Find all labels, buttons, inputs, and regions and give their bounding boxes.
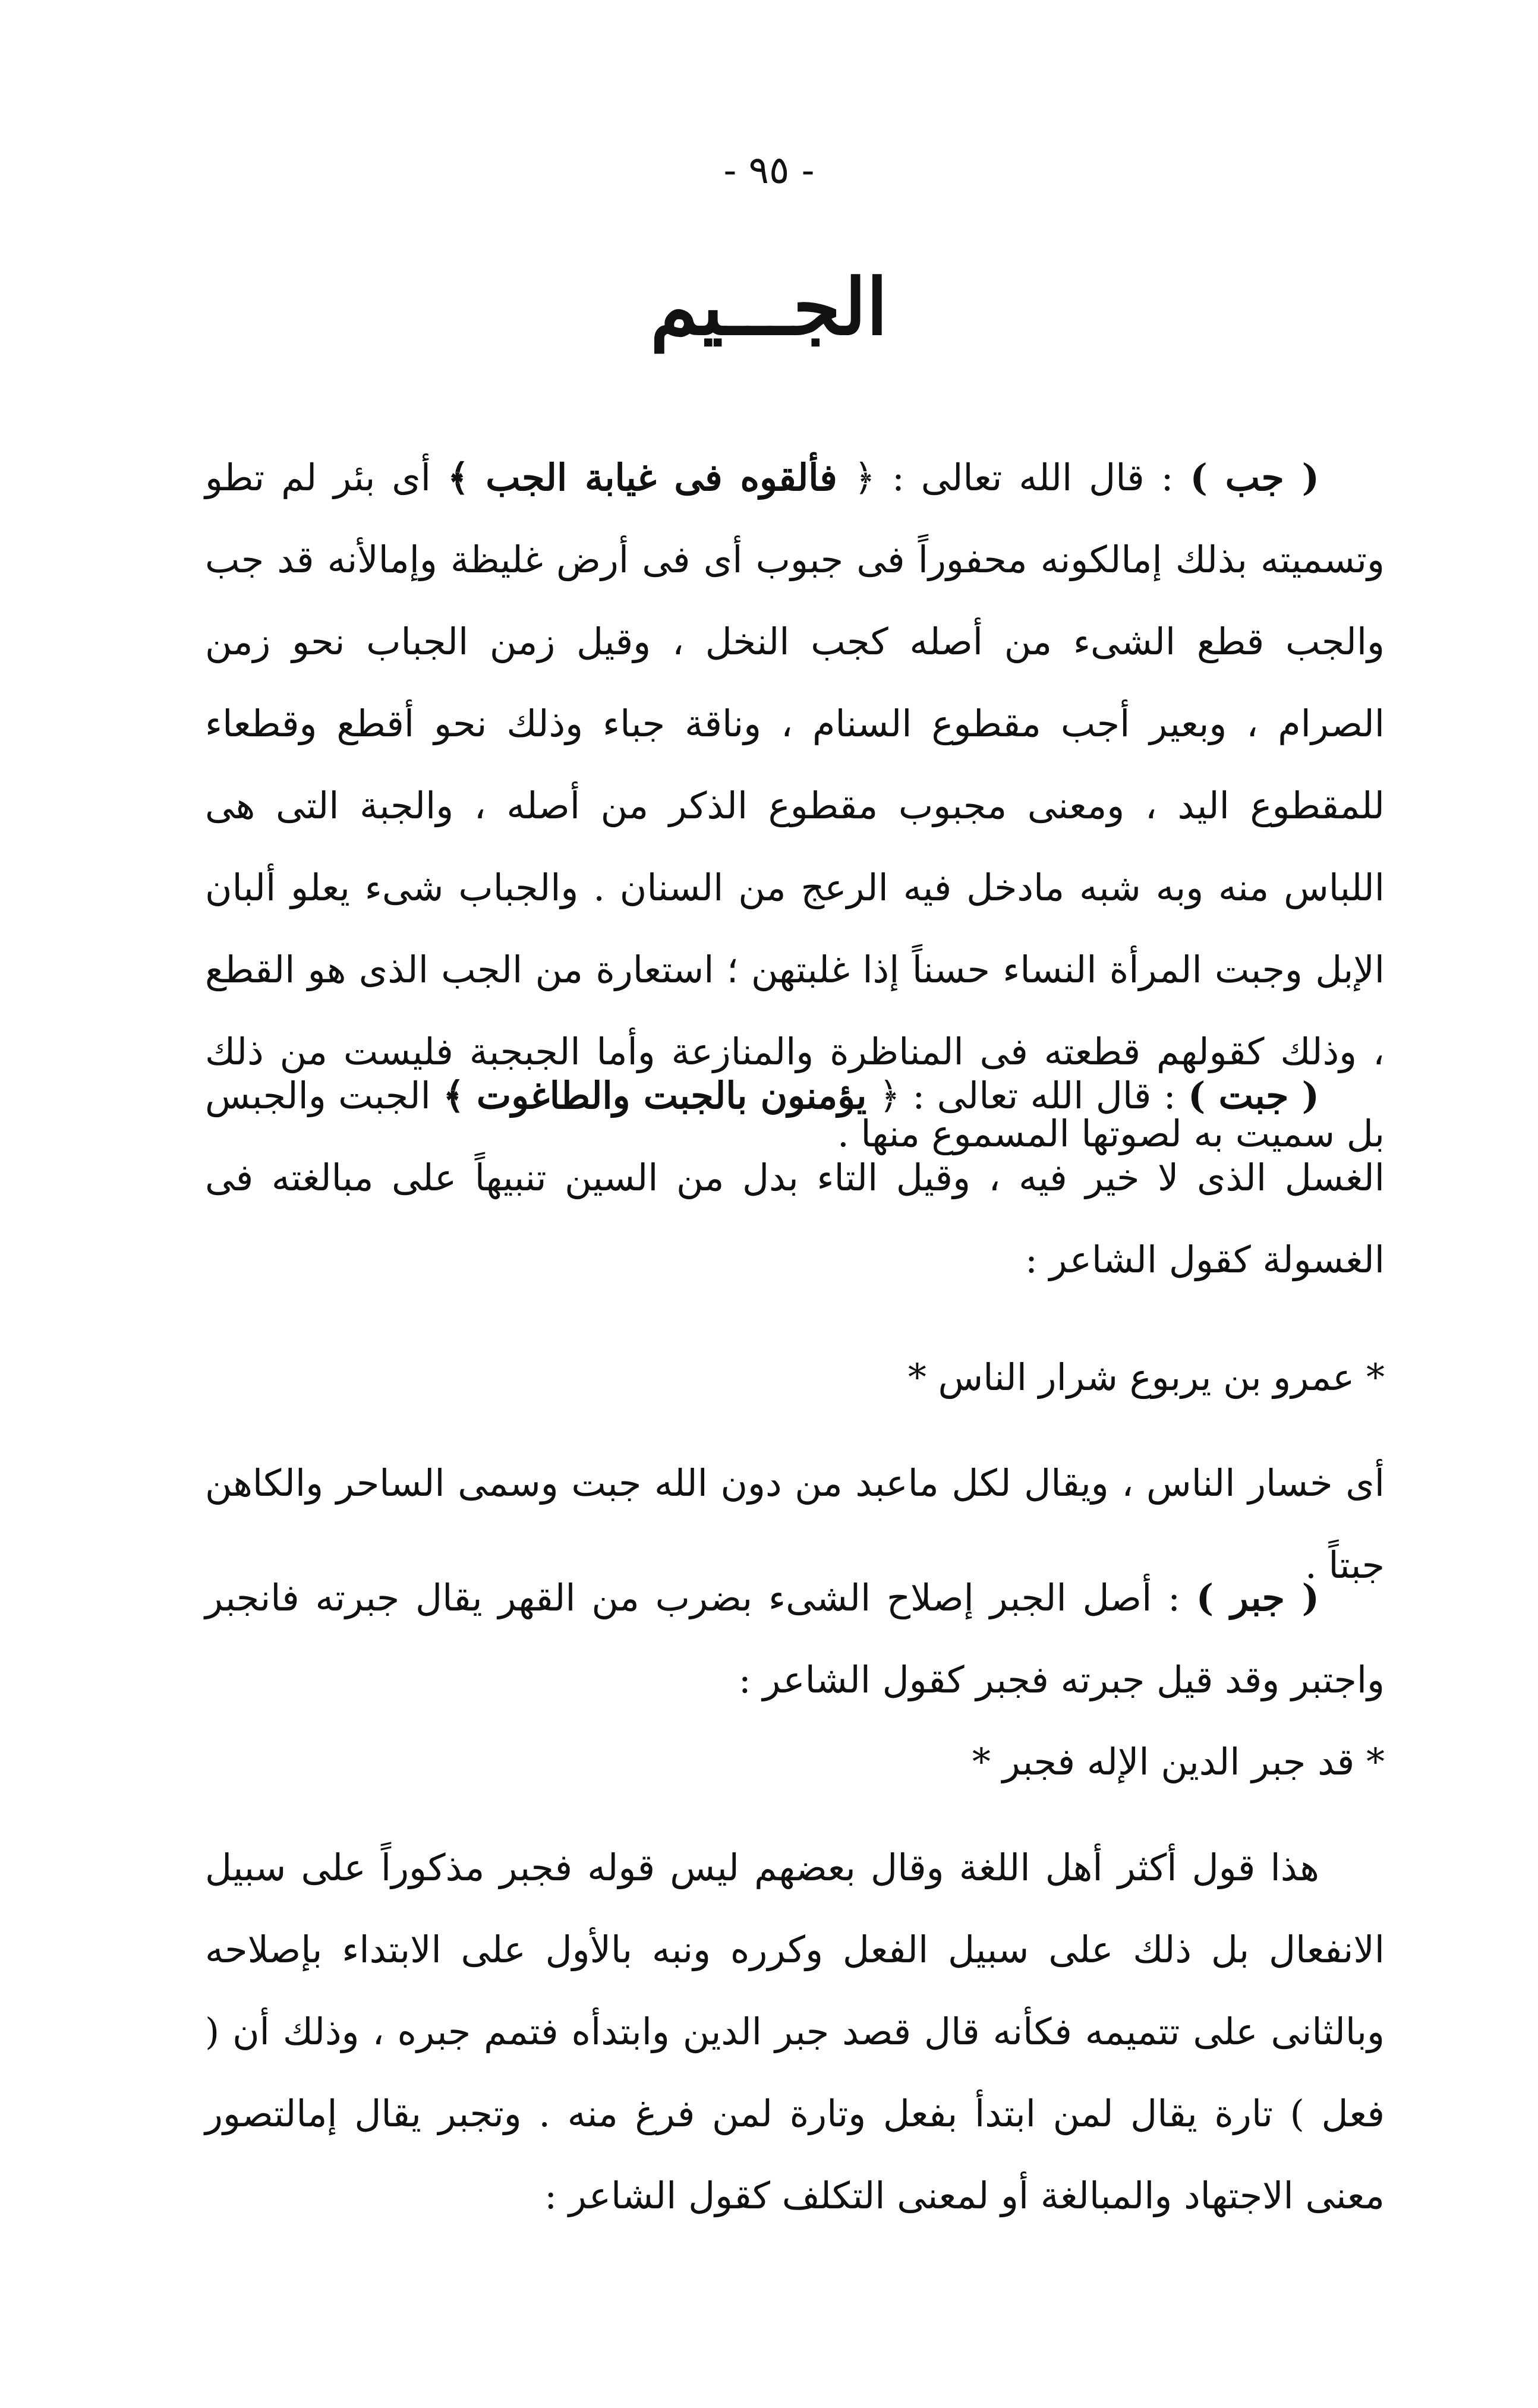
entry-paragraph <box>205 1557 1385 1721</box>
entry-continuation: أى خسار الناس ، ويقال لكل ماعبد من دون الله جبت وسمى الساحر والكاهن جبتاً . <box>205 1461 1385 1587</box>
entry-jabr <box>205 1557 1385 2237</box>
quote-close: ﴾ <box>443 1074 465 1117</box>
quran-quote: يؤمنون بالجبت والطاغوت <box>476 1074 867 1117</box>
entry-continuation: هذا قول أكثر أهل اللغة وقال بعضهم ليس قوله فجبر مذكوراً على سبيل الانفعال بل ذلك على سبيل الفعل وكرره ونبه بالأول على الابتداء بإصلاحه وبالثانى على تتميمه فكأنه قال قصد جبر الدين وابتدأه فتمم جبره ، وذلك أن ( فعل ) تارة يقال لمن ابتدأ بفعل وتارة لمن فرغ منه . وتجبر يقال إمالتصور معنى الاجتهاد والمبالغة أو لمعنى التكلف كقول الشاعر : <box>205 1846 1385 2217</box>
entry-body: أى بئر لم تطو وتسميته بذلك إمالكونه محفوراً فى جبوب أى فى أرض غليظة وإمالأنه قد جب والجب قطع الشىء من أصله كجب النخل ، وقيل زمن الجباب نحو زمن الصرام ، وبعير أجب مقطوع السنام ، وناقة جباء وذلك نحو أقطع وقطعاء للمقطوع اليد ، ومعنى مجبوب مقطوع الذكر من أصله ، والجبة التى هى اللباس منه وبه شبه مادخل فيه الرعج من السنان . والجباب شىء يعلو ألبان الإبل وجبت المرأة النساء حسناً إذا غلبتهن ؛ استعارة من الجب الذى هو القطع ، وذلك كقولهم قطعته فى المناظرة والمنازعة وأما الجبجبة فليست من ذلك بل سميت به لصوتها المسموع منها . <box>205 456 1385 1155</box>
quote-intro: : قال الله تعالى : ﴿ <box>853 456 1174 499</box>
page-number: - ٩٥ - <box>723 149 815 193</box>
entry-body: : أصل الجبر إصلاح الشىء بضرب من القهر يقال جبرته فانجبر واجتبر وقد قيل جبرته فجبر كقول الشاعر : <box>205 1576 1385 1701</box>
entry-headword: ( جبت ) <box>1187 1074 1319 1117</box>
entry-body: الجبت والجبس الغسل الذى لا خير فيه ، وقيل التاء بدل من السين تنبيهاً على مبالغته فى الغسولة كقول الشاعر : <box>205 1074 1385 1281</box>
poetry-verse: * قد جبر الدين الإله فجبر * <box>972 1740 1385 1783</box>
entry-jibt <box>205 1055 1385 1606</box>
entry-paragraph <box>205 1055 1385 1301</box>
chapter-title: الجـــيم <box>650 261 888 352</box>
quote-close: ﴾ <box>447 456 469 499</box>
entry-headword: ( جبر ) <box>1196 1576 1319 1619</box>
entry-headword: ( جب ) <box>1190 456 1319 499</box>
quote-intro: : قال الله تعالى : ﴿ <box>878 1074 1176 1117</box>
poetry-verse: * عمرو بن يربوع شرار الناس * <box>907 1356 1385 1399</box>
quran-quote: فألقوه فى غيابة الجب <box>486 456 837 499</box>
